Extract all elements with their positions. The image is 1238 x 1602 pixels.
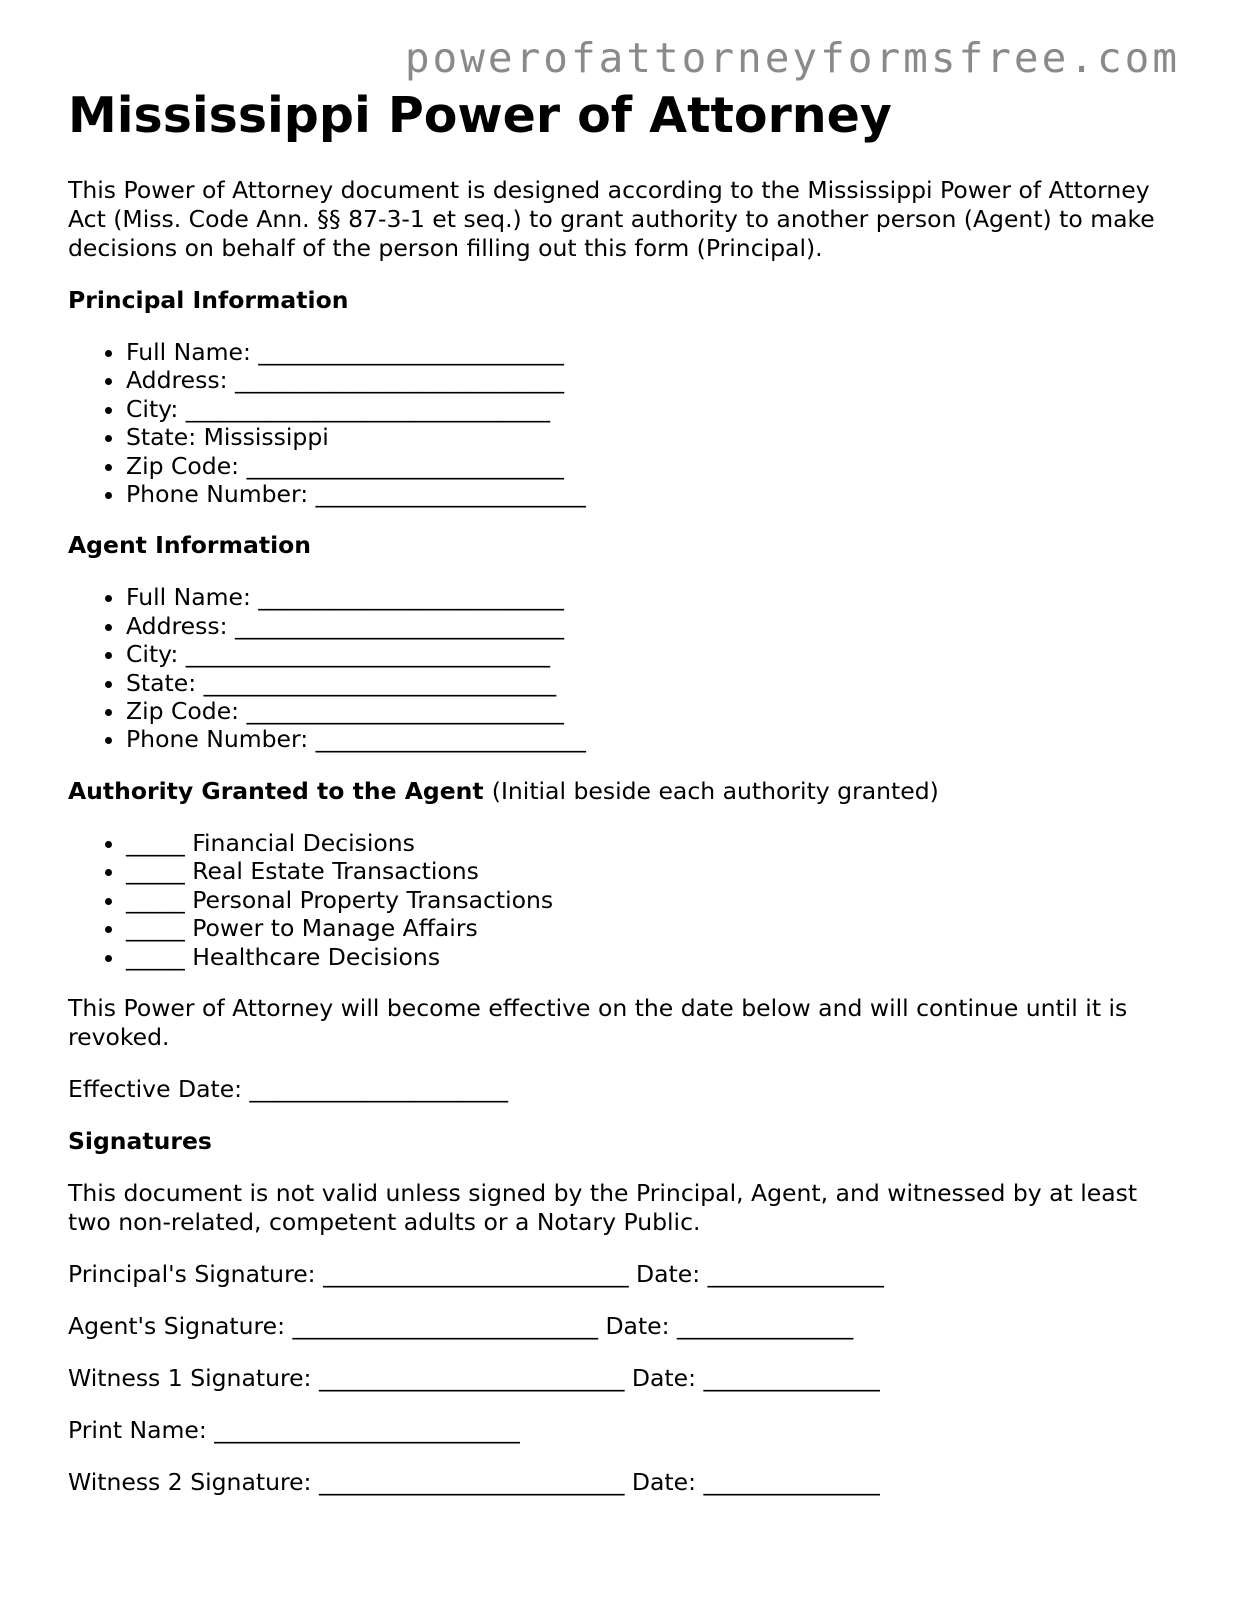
signatures-heading: Signatures xyxy=(68,1126,212,1155)
authority-manage-affairs-item[interactable]: • _____ Power to Manage Affairs xyxy=(126,914,1178,942)
agent-zip-field[interactable]: • Zip Code: ___________________________ xyxy=(126,697,1178,725)
signatures-statement: This document is not valid unless signed by the Principal, Agent, and witnessed by at least two non-related, competent adults or a Notary Public. xyxy=(68,1178,1138,1236)
principal-city-field[interactable]: • City: _______________________________ xyxy=(126,395,1178,423)
authority-real-estate-item[interactable]: • _____ Real Estate Transactions xyxy=(126,857,1178,885)
authority-personal-property-item[interactable]: • _____ Personal Property Transactions xyxy=(126,886,1178,914)
agent-address-field[interactable]: • Address: ____________________________ xyxy=(126,612,1178,640)
authority-heading-note: (Initial beside each authority granted) xyxy=(491,776,939,805)
witness-2-signature-line[interactable]: Witness 2 Signature: __________________________ Date: _______________ xyxy=(68,1467,880,1496)
agent-phone-field[interactable]: • Phone Number: _______________________ xyxy=(126,725,1178,753)
authority-heading-label: Authority Granted to the Agent xyxy=(68,776,484,805)
authority-healthcare-item[interactable]: • _____ Healthcare Decisions xyxy=(126,943,1178,971)
principal-state-field: • State: Mississippi xyxy=(126,423,1178,451)
authority-list xyxy=(68,829,1178,971)
principal-full-name-field[interactable]: • Full Name: __________________________ xyxy=(126,338,1178,366)
agent-full-name-field[interactable]: • Full Name: __________________________ xyxy=(126,583,1178,611)
agent-city-field[interactable]: • City: _______________________________ xyxy=(126,640,1178,668)
document-page xyxy=(68,86,1178,1497)
agent-field-list xyxy=(68,583,1178,753)
agent-heading: Agent Information xyxy=(68,531,312,560)
principal-field-list xyxy=(68,338,1178,508)
principal-address-field[interactable]: • Address: ____________________________ xyxy=(126,366,1178,394)
witness-1-print-name-line[interactable]: Print Name: __________________________ xyxy=(68,1415,520,1444)
agent-signature-line[interactable]: Agent's Signature: __________________________ Date: _______________ xyxy=(68,1311,854,1340)
principal-zip-field[interactable]: • Zip Code: ___________________________ xyxy=(126,452,1178,480)
watermark-site-name: powerofattorneyformsfree.com xyxy=(404,34,1180,82)
principal-signature-line[interactable]: Principal's Signature: __________________________ Date: _______________ xyxy=(68,1259,884,1288)
principal-heading: Principal Information xyxy=(68,286,349,314)
agent-state-field[interactable]: • State: ______________________________ xyxy=(126,669,1178,697)
authority-financial-item[interactable]: • _____ Financial Decisions xyxy=(126,829,1178,857)
principal-phone-field[interactable]: • Phone Number: _______________________ xyxy=(126,480,1178,508)
intro-paragraph: This Power of Attorney document is designed according to the Mississippi Power of Attorney Act (Miss. Code Ann. §§ 87-3-1 et seq.) to grant authority to another person (Agent) to make decisions on behalf of the person filling out this form (Principal). xyxy=(68,176,1155,262)
witness-1-signature-line[interactable]: Witness 1 Signature: __________________________ Date: _______________ xyxy=(68,1363,880,1392)
authority-heading xyxy=(68,777,1178,806)
document-title: Mississippi Power of Attorney xyxy=(68,87,892,144)
effective-statement: This Power of Attorney will become effective on the date below and will continue until it is revoked. xyxy=(68,993,1128,1051)
effective-date-field[interactable]: Effective Date: ______________________ xyxy=(68,1074,509,1103)
